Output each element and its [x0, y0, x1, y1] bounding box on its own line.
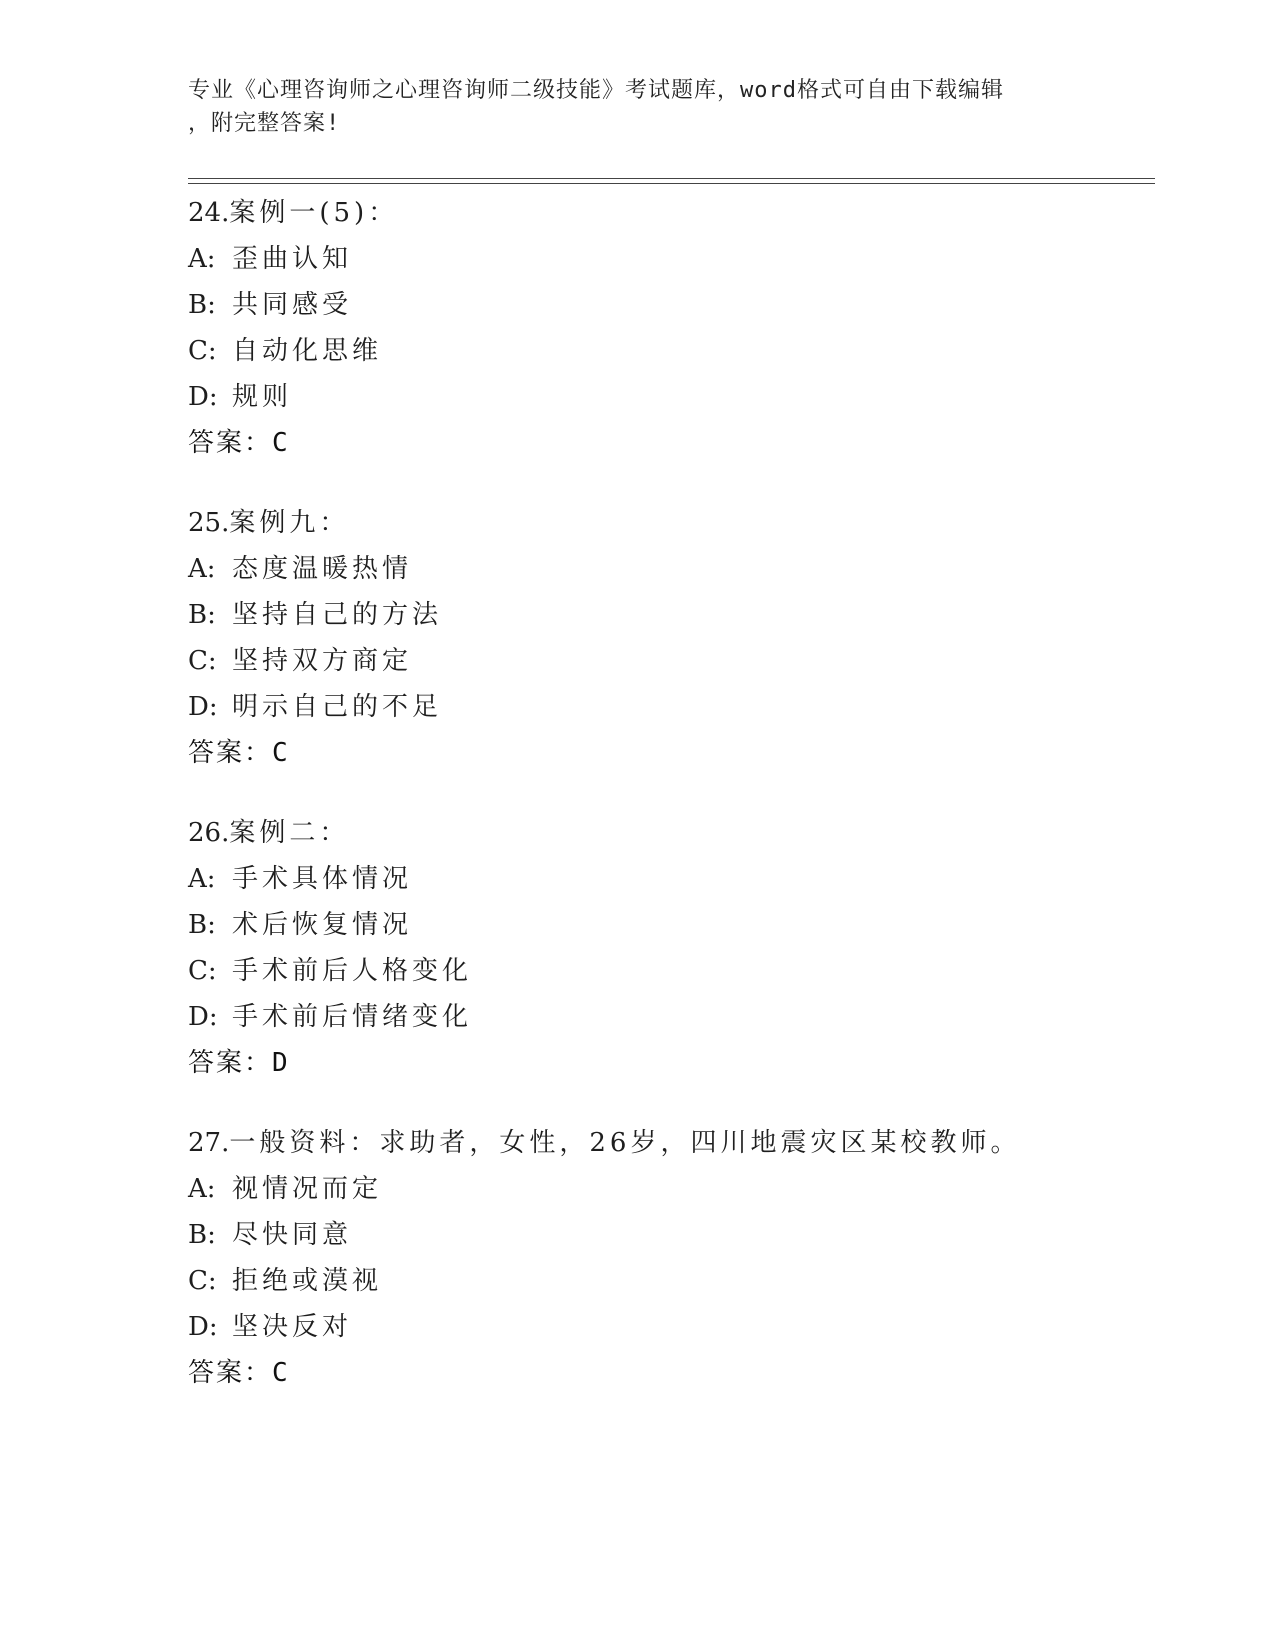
option-d: [188, 1304, 1148, 1350]
answer-label: 答案：: [188, 1358, 273, 1388]
option-key: C:: [188, 336, 217, 366]
answer-label: 答案：: [188, 428, 273, 458]
option-c: [188, 638, 1148, 684]
option-c: [188, 1258, 1148, 1304]
option-a: [188, 1166, 1148, 1212]
option-text: 歪曲认知: [232, 244, 353, 274]
option-text: 明示自己的不足: [232, 692, 443, 722]
option-text: 尽快同意: [232, 1220, 353, 1250]
option-key: D:: [188, 1312, 218, 1342]
option-key: A:: [188, 554, 216, 584]
option-key: D:: [188, 692, 218, 722]
option-a: [188, 546, 1148, 592]
question-stem: [188, 500, 1148, 546]
option-b: [188, 282, 1148, 328]
question-number: 26.: [188, 818, 230, 848]
question-text: 案例九：: [229, 508, 350, 538]
question-stem: [188, 810, 1148, 856]
option-key: D:: [188, 382, 218, 412]
option-c: [188, 948, 1148, 994]
option-b: [188, 592, 1148, 638]
option-text: 规则: [232, 382, 293, 412]
answer-value: D: [272, 1048, 290, 1078]
document-header: [188, 74, 1068, 140]
option-text: 坚持自己的方法: [232, 600, 443, 630]
option-text: 态度温暖热情: [232, 554, 413, 584]
option-d: [188, 374, 1148, 420]
option-text: 手术前后人格变化: [232, 956, 473, 986]
option-key: A:: [188, 1174, 216, 1204]
header-line-2: ，附完整答案!: [188, 111, 341, 136]
question-text: 案例二：: [229, 818, 350, 848]
option-text: 手术具体情况: [232, 864, 413, 894]
answer-value: C: [272, 428, 290, 458]
question-26: [188, 810, 1148, 1086]
option-key: B:: [188, 910, 216, 940]
option-a: [188, 856, 1148, 902]
option-text: 手术前后情绪变化: [232, 1002, 473, 1032]
answer-line: [188, 730, 1148, 776]
option-key: B:: [188, 600, 216, 630]
option-key: C:: [188, 1266, 217, 1296]
question-27: [188, 1120, 1148, 1396]
option-key: D:: [188, 1002, 218, 1032]
option-a: [188, 236, 1148, 282]
option-text: 坚持双方商定: [232, 646, 413, 676]
answer-line: [188, 420, 1148, 466]
answer-label: 答案：: [188, 738, 273, 768]
question-24: [188, 190, 1148, 466]
question-text: 一般资料：求助者，女性，26岁，四川地震灾区某校教师。: [229, 1128, 1021, 1158]
option-key: C:: [188, 956, 217, 986]
option-text: 拒绝或漠视: [232, 1266, 383, 1296]
answer-value: C: [272, 1358, 290, 1388]
option-key: B:: [188, 290, 216, 320]
header-divider-bottom: [188, 183, 1155, 184]
question-25: [188, 500, 1148, 776]
question-number: 25.: [188, 508, 230, 538]
option-text: 术后恢复情况: [232, 910, 413, 940]
option-text: 自动化思维: [232, 336, 383, 366]
option-text: 共同感受: [232, 290, 353, 320]
question-number: 24.: [188, 198, 230, 228]
answer-value: C: [272, 738, 290, 768]
question-stem: [188, 190, 1148, 236]
option-d: [188, 994, 1148, 1040]
option-b: [188, 1212, 1148, 1258]
option-key: B:: [188, 1220, 216, 1250]
question-number: 27.: [188, 1128, 230, 1158]
option-text: 视情况而定: [232, 1174, 383, 1204]
question-list: [188, 190, 1148, 1430]
option-b: [188, 902, 1148, 948]
question-text: 案例一(5)：: [229, 198, 399, 228]
option-key: A:: [188, 244, 216, 274]
header-line-1: 专业《心理咨询师之心理咨询师二级技能》考试题库，word格式可自由下载编辑: [188, 78, 1004, 103]
option-d: [188, 684, 1148, 730]
answer-label: 答案：: [188, 1048, 273, 1078]
option-key: C:: [188, 646, 217, 676]
option-text: 坚决反对: [232, 1312, 353, 1342]
option-c: [188, 328, 1148, 374]
answer-line: [188, 1350, 1148, 1396]
option-key: A:: [188, 864, 216, 894]
answer-line: [188, 1040, 1148, 1086]
header-divider-top: [188, 178, 1155, 179]
question-stem: [188, 1120, 1148, 1166]
